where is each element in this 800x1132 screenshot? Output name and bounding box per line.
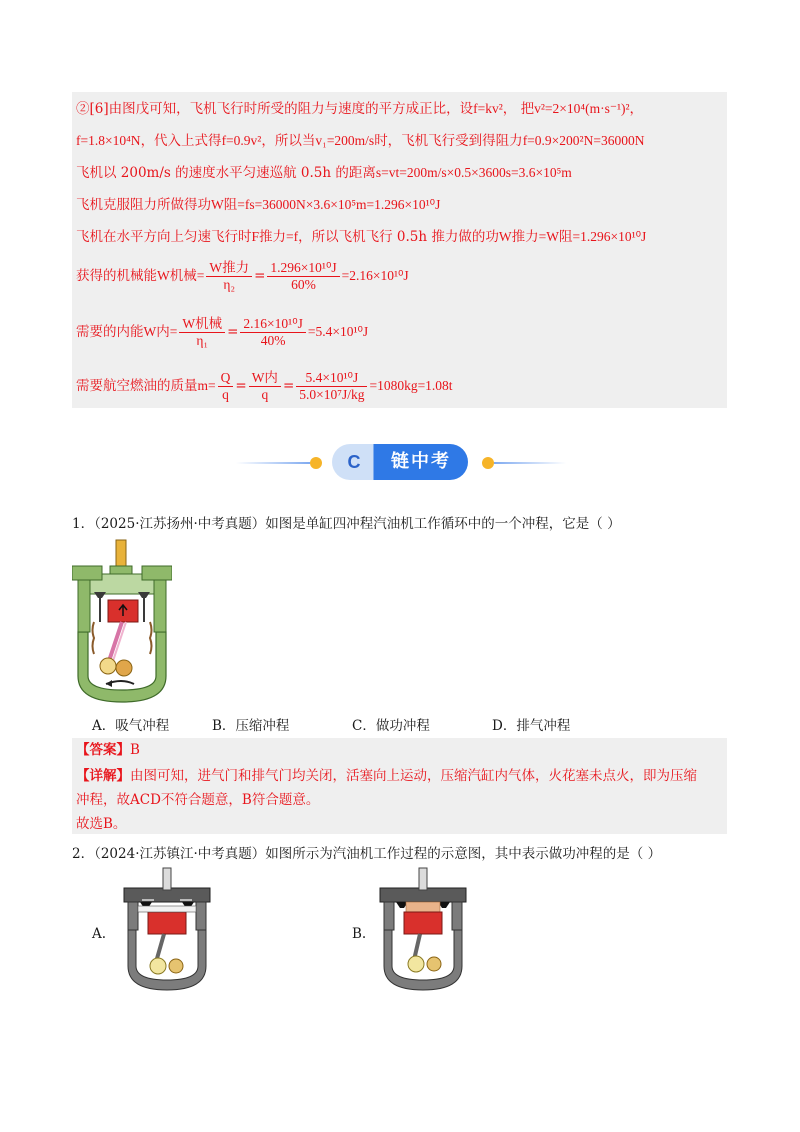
q1-option-d[interactable]: D．排气冲程	[492, 718, 571, 734]
fraction: $\frac{Q}{q}$	[218, 370, 234, 403]
heading-dot-right	[482, 457, 494, 469]
question-1-stem: 1．（2025·江苏扬州·中考真题）如图是单缸四冲程汽油机工作循环中的一个冲程，它是（ ）	[72, 516, 621, 532]
detail-line-3: 故选B。	[76, 816, 127, 832]
solution-line-8: 需要航空燃油的质量m= $\frac{Q}{q}$ = $\frac{\text{W内}}{q}$ = $\frac{\text{5.4×10¹⁰J}}{\text{5.0×10⁷J/kg}}$ =1080kg=1.08t	[76, 370, 453, 402]
solution-line-1: ②[6]由图戊可知，飞机飞行时所受的阻力与速度的平方成正比，设f=kv²， 把v²=2×10⁴(m·s⁻¹)²，	[76, 101, 644, 117]
q2-option-b-label[interactable]: B.	[352, 926, 367, 942]
question-2-stem: 2．（2024·江苏镇江·中考真题）如图所示为汽油机工作过程的示意图，其中表示做功冲程的是（ ）	[72, 846, 662, 862]
q1-option-b[interactable]: B．压缩冲程	[212, 718, 290, 734]
q1-option-c[interactable]: C．做功冲程	[352, 718, 430, 734]
heading-title: 链中考	[391, 451, 451, 472]
solution-line-3: 飞机以 200m/s 的速度水平匀速巡航 0.5h 的距离s=vt=200m/s×0.5×3600s=3.6×10⁵m	[76, 165, 572, 181]
solution-line-6: 获得的机械能W机械= $\frac{\text{W推力}}{\text{η₂}}$ = $\frac{\text{1.296×10¹⁰J}}{60\%}$ =2.16×10¹⁰J	[76, 260, 409, 292]
section-heading	[236, 442, 566, 482]
heading-pill	[332, 444, 468, 480]
solution-line-2: f=1.8×10⁴N，代入上式得f=0.9v²，所以当v₁=200m/s时，飞机飞行受到得阻力f=0.9×200²N=36000N	[76, 133, 645, 149]
solution-line-7: 需要的内能W内= $\frac{\text{W机械}}{\text{η₁}}$ = $\frac{\text{2.16×10¹⁰J}}{40\%}$ =5.4×10¹⁰J	[76, 316, 369, 348]
solution-line-5: 飞机在水平方向上匀速飞行时F推力=f，所以飞机飞行 0.5h 推力做的功W推力=W阻=1.296×10¹⁰J	[76, 229, 647, 245]
heading-line-left	[236, 462, 310, 464]
fraction: $\frac{\text{W内}}{q}$	[249, 370, 281, 403]
engine-diagram-q2-b[interactable]	[376, 866, 470, 994]
solution-line-4: 飞机克服阻力所做得功W阻=fs=36000N×3.6×10⁵m=1.296×10¹⁰J	[76, 197, 441, 213]
fraction: $\frac{\text{2.16×10¹⁰J}}{40\%}$	[240, 316, 305, 349]
fraction: $\frac{\text{W机械}}{\text{η₁}}$	[179, 316, 225, 349]
detail-line-1: 【详解】由图可知，进气门和排气门均关闭，活塞向上运动，压缩汽缸内气体，火花塞未点火，即为压缩	[76, 768, 697, 784]
heading-line-right	[494, 462, 566, 464]
fraction: $\frac{\text{1.296×10¹⁰J}}{60\%}$	[267, 260, 339, 293]
engine-diagram-q1	[72, 536, 172, 706]
answer-box	[72, 738, 727, 834]
answer-line: 【答案】B	[76, 742, 140, 758]
q2-option-a-label[interactable]: A.	[92, 926, 107, 942]
heading-dot-left	[310, 457, 322, 469]
detail-line-2: 冲程，故ACD不符合题意，B符合题意。	[76, 792, 320, 808]
heading-letter: C	[347, 452, 361, 472]
fraction: $\frac{\text{W推力}}{\text{η₂}}$	[206, 260, 252, 293]
engine-diagram-q2-a[interactable]	[120, 866, 214, 994]
fraction: $\frac{\text{5.4×10¹⁰J}}{\text{5.0×10⁷J/kg}}$	[296, 370, 367, 403]
q1-option-a[interactable]: A．吸气冲程	[92, 718, 170, 734]
